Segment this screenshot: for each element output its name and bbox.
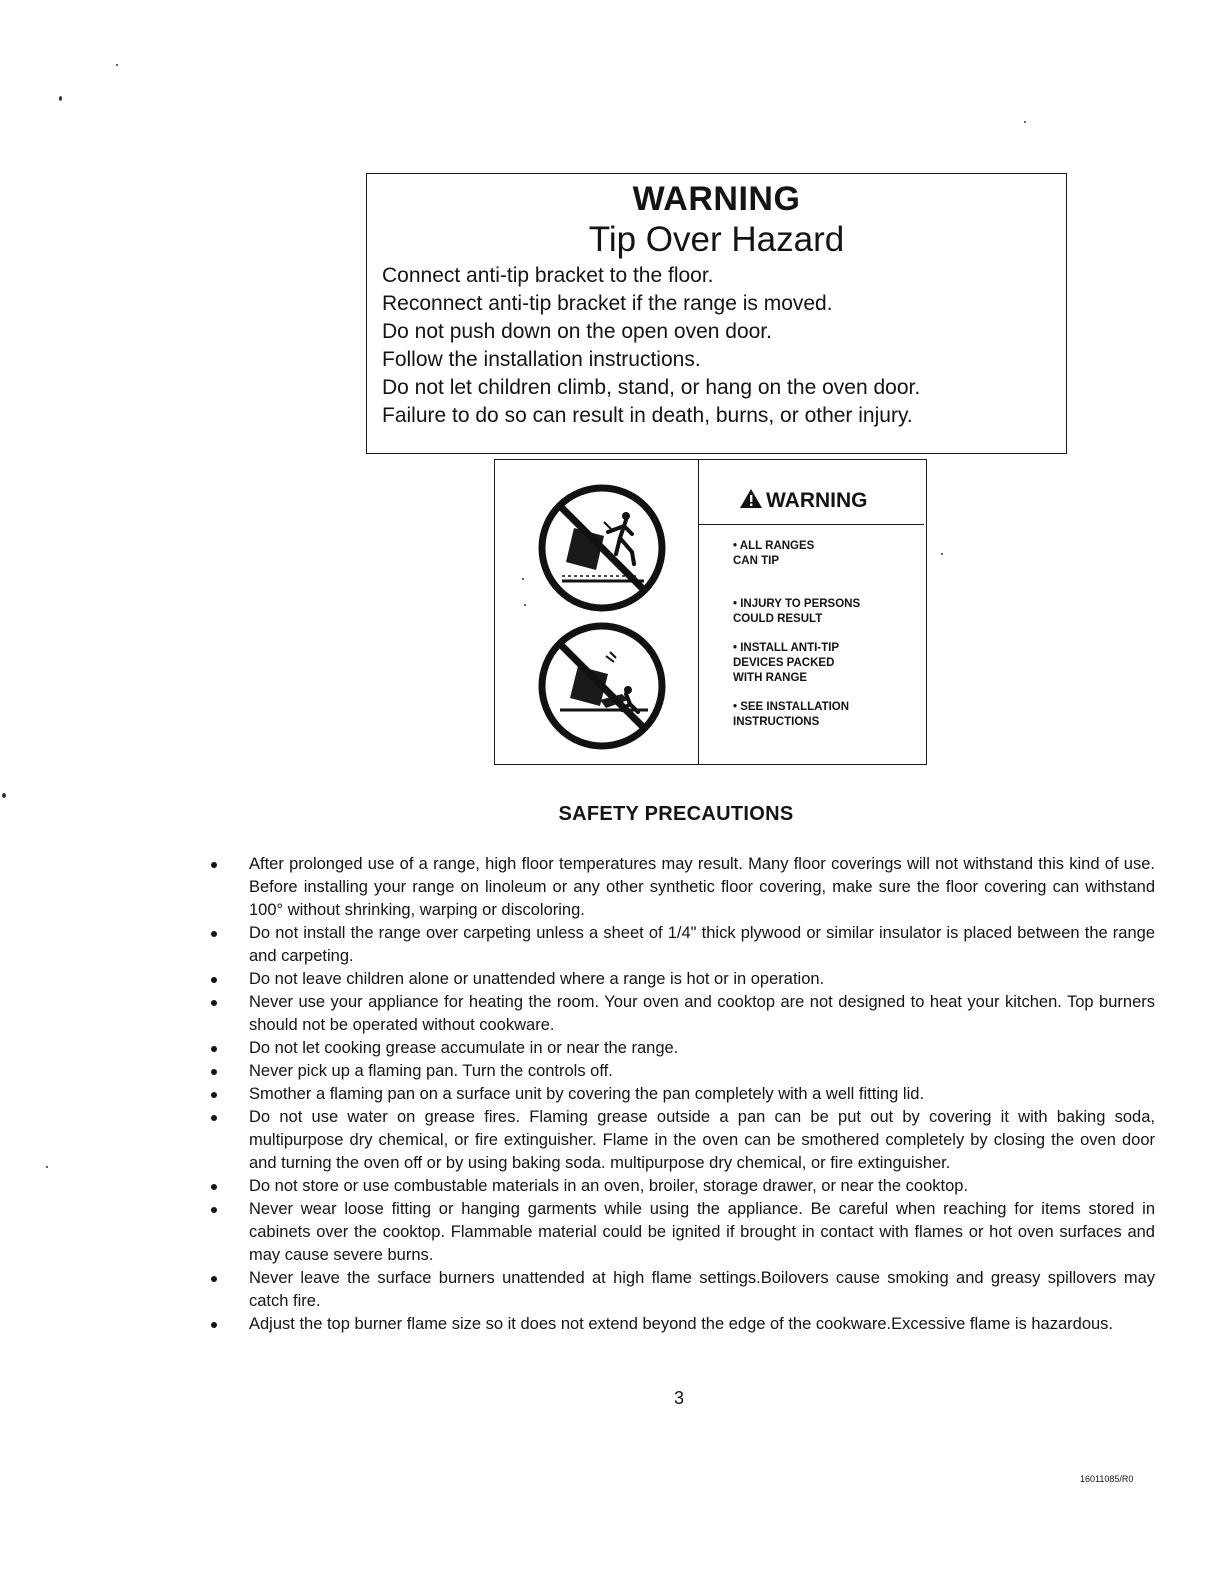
precaution-item: Do not let cooking grease accumulate in or near the range. — [200, 1037, 1155, 1060]
page-number: 3 — [674, 1388, 685, 1408]
scan-speck — [941, 553, 943, 555]
warning-line: Failure to do so can result in death, burns, or other injury. — [382, 404, 913, 427]
precaution-item: Do not leave children alone or unattended where a range is hot or in operation. — [200, 968, 1155, 991]
precaution-item: Do not use water on grease fires. Flaming grease outside a pan can be put out by covering it with baking soda, multipurpose dry chemical, or fire extinguisher. Flame in the oven can be smothered completely by closing the oven door and turning the oven off or by using baking soda. multipurpose dry chemical, or fire extinguisher. — [200, 1106, 1155, 1175]
precaution-item: Never use your appliance for heating the room. Your oven and cooktop are not designed to heat your kitchen. Top burners should not be operated without cookware. — [200, 991, 1155, 1037]
scan-speck — [59, 96, 62, 101]
label-warning-header — [739, 488, 868, 513]
warning-subtitle: Tip Over Hazard — [588, 220, 845, 259]
scan-speck — [116, 64, 118, 66]
label-item: • INJURY TO PERSONS COULD RESULT — [733, 598, 861, 625]
warning-lines — [382, 262, 920, 430]
label-item: • INSTALL ANTI-TIP DEVICES PACKED WITH RANGE — [733, 642, 840, 684]
child-on-door-icon — [536, 620, 668, 752]
label-item: • SEE INSTALLATION INSTRUCTIONS — [733, 701, 850, 728]
label-warning-text: WARNING — [766, 489, 868, 512]
document-code: 16011085/R0 — [1080, 1474, 1134, 1484]
warning-label — [494, 459, 927, 765]
precautions-list — [200, 853, 1155, 1336]
warning-title: WARNING — [632, 180, 801, 218]
precaution-item: Do not store or use combustable materials in an oven, broiler, storage drawer, or near the cooktop. — [200, 1175, 1155, 1198]
warning-line: Do not push down on the open oven door. — [382, 320, 772, 343]
warning-line: Reconnect anti-tip bracket if the range is moved. — [382, 292, 833, 315]
safety-precautions-heading: SAFETY PRECAUTIONS — [558, 803, 794, 825]
warning-line: Follow the installation instructions. — [382, 348, 701, 371]
warning-line: Do not let children climb, stand, or hang on the oven door. — [382, 376, 921, 399]
precaution-item: After prolonged use of a range, high floor temperatures may result. Many floor coverings will not withstand this kind of use. Before installing your range on linoleum or any other synthetic floor covering, make sure the floor covering can withstand 100° without shrinking, warping or discoloring. — [200, 853, 1155, 922]
warning-line: Connect anti-tip bracket to the floor. — [382, 264, 714, 287]
precaution-item: Smother a flaming pan on a surface unit by covering the pan completely with a well fitting lid. — [200, 1083, 1155, 1106]
scan-speck — [2, 793, 6, 798]
precaution-item: Never leave the surface burners unattended at high flame settings.Boilovers cause smoking and greasy spillovers may catch fire. — [200, 1267, 1155, 1313]
scan-speck — [1024, 121, 1026, 123]
precaution-item: Never pick up a flaming pan. Turn the controls off. — [200, 1060, 1155, 1083]
warning-triangle-icon — [739, 488, 763, 509]
tip-over-warning-box — [366, 173, 1067, 454]
precaution-item: Never wear loose fitting or hanging garments while using the appliance. Be careful when reaching for items stored in cabinets over the cooktop. Flammable material could be ignited if brought in contact with flames or hot oven surfaces and may cause severe burns. — [200, 1198, 1155, 1267]
label-divider — [698, 460, 699, 764]
range-tipping-icon — [536, 482, 668, 614]
label-item: • ALL RANGES CAN TIP — [733, 540, 815, 567]
precaution-item: Adjust the top burner flame size so it does not extend beyond the edge of the cookware.Excessive flame is hazardous. — [200, 1313, 1155, 1336]
scan-speck — [46, 1166, 48, 1168]
label-header-divider — [698, 524, 924, 525]
precaution-item: Do not install the range over carpeting unless a sheet of 1/4" thick plywood or similar insulator is placed between the range and carpeting. — [200, 922, 1155, 968]
